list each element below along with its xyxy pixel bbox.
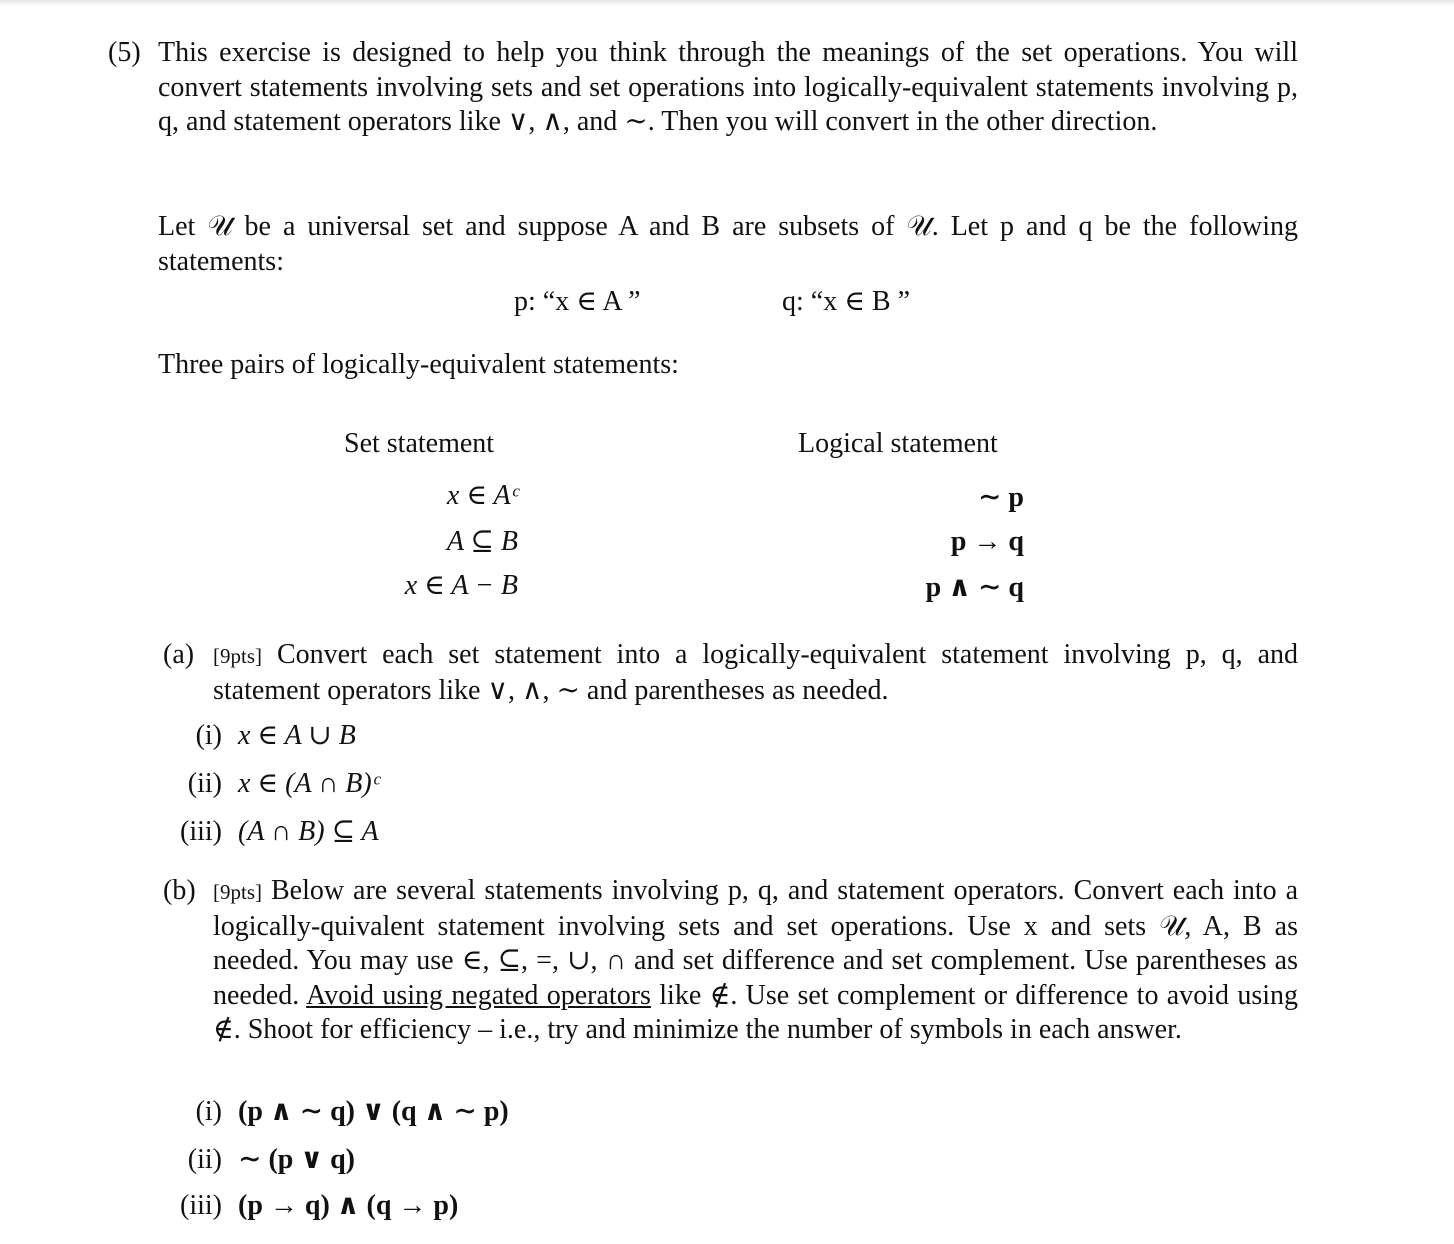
set-cell: A ⊆ B: [446, 526, 518, 557]
logical-statement-header: Logical statement: [798, 428, 998, 459]
equivalence-table: [300, 428, 1060, 608]
part-b-text-continued: like ∉. Use set complement or difference to avoid using ∉. Shoot for efficiency – i.e., try and minimize the number of symbols in each answer.: [213, 979, 1298, 1045]
set-cell: x ∈ Aᶜ: [446, 480, 518, 511]
part-b-points: [9pts]: [213, 880, 262, 904]
problem-intro: [108, 36, 1298, 140]
logic-cell: p ∧ ∼ q: [925, 572, 1024, 603]
part-b: [163, 874, 1298, 1048]
page-top-edge: [0, 0, 1454, 6]
part-b-text: Below are several statements involving p, q, and statement operators. Convert each into a logically-quivalent statement involving sets and set operations. Use x and sets 𝒰, A, B as needed. You may use ∈, ⊆, =, ∪, ∩ and set difference and set complement. Use parentheses as needed.: [213, 875, 1298, 1011]
set-statement-header: Set statement: [344, 428, 495, 459]
part-a-item: (i) x ∈ A ∪ B: [195, 720, 356, 751]
setup-paragraph: Let 𝒰 be a universal set and suppose A and B are subsets of 𝒰. Let p and q be the following statements:: [158, 211, 1298, 277]
part-b-label: (b): [163, 875, 196, 906]
problem-intro-text: This exercise is designed to help you think through the meanings of the set operations. You will convert statements involving sets and set operations into logically-equivalent statements involving p, q, and statement operators like ∨, ∧, and ∼. Then you will convert in the other direction.: [158, 37, 1298, 137]
part-b-item: (ii) ∼ (p ∨ q): [187, 1144, 355, 1175]
part-b-emphasis: Avoid using negated operators: [306, 979, 651, 1011]
part-a-label: (a): [163, 639, 195, 670]
problem-number: (5): [108, 37, 141, 68]
p-definition: p: “x ∈ A ”: [514, 286, 641, 317]
part-a-item: (iii) (A ∩ B) ⊆ A: [180, 816, 379, 847]
part-a-points: [9pts]: [213, 644, 262, 668]
pairs-heading: Three pairs of logically-equivalent statements:: [158, 349, 679, 380]
part-a-text: Convert each set statement into a logically-equivalent statement involving p, q, and statement operators like ∨, ∧, ∼ and parentheses as needed.: [213, 639, 1299, 706]
logic-cell: p → q: [950, 526, 1024, 557]
part-b-item: (i) (p ∧ ∼ q) ∨ (q ∧ ∼ p): [195, 1096, 509, 1127]
part-a: [163, 638, 1298, 708]
part-b-item: (iii) (p → q) ∧ (q → p): [180, 1190, 459, 1221]
logic-cell: ∼ p: [977, 482, 1024, 513]
set-cell: x ∈ A − B: [404, 570, 518, 601]
q-definition: q: “x ∈ B ”: [782, 286, 911, 317]
part-a-item: (ii) x ∈ (A ∩ B)ᶜ: [187, 768, 380, 799]
